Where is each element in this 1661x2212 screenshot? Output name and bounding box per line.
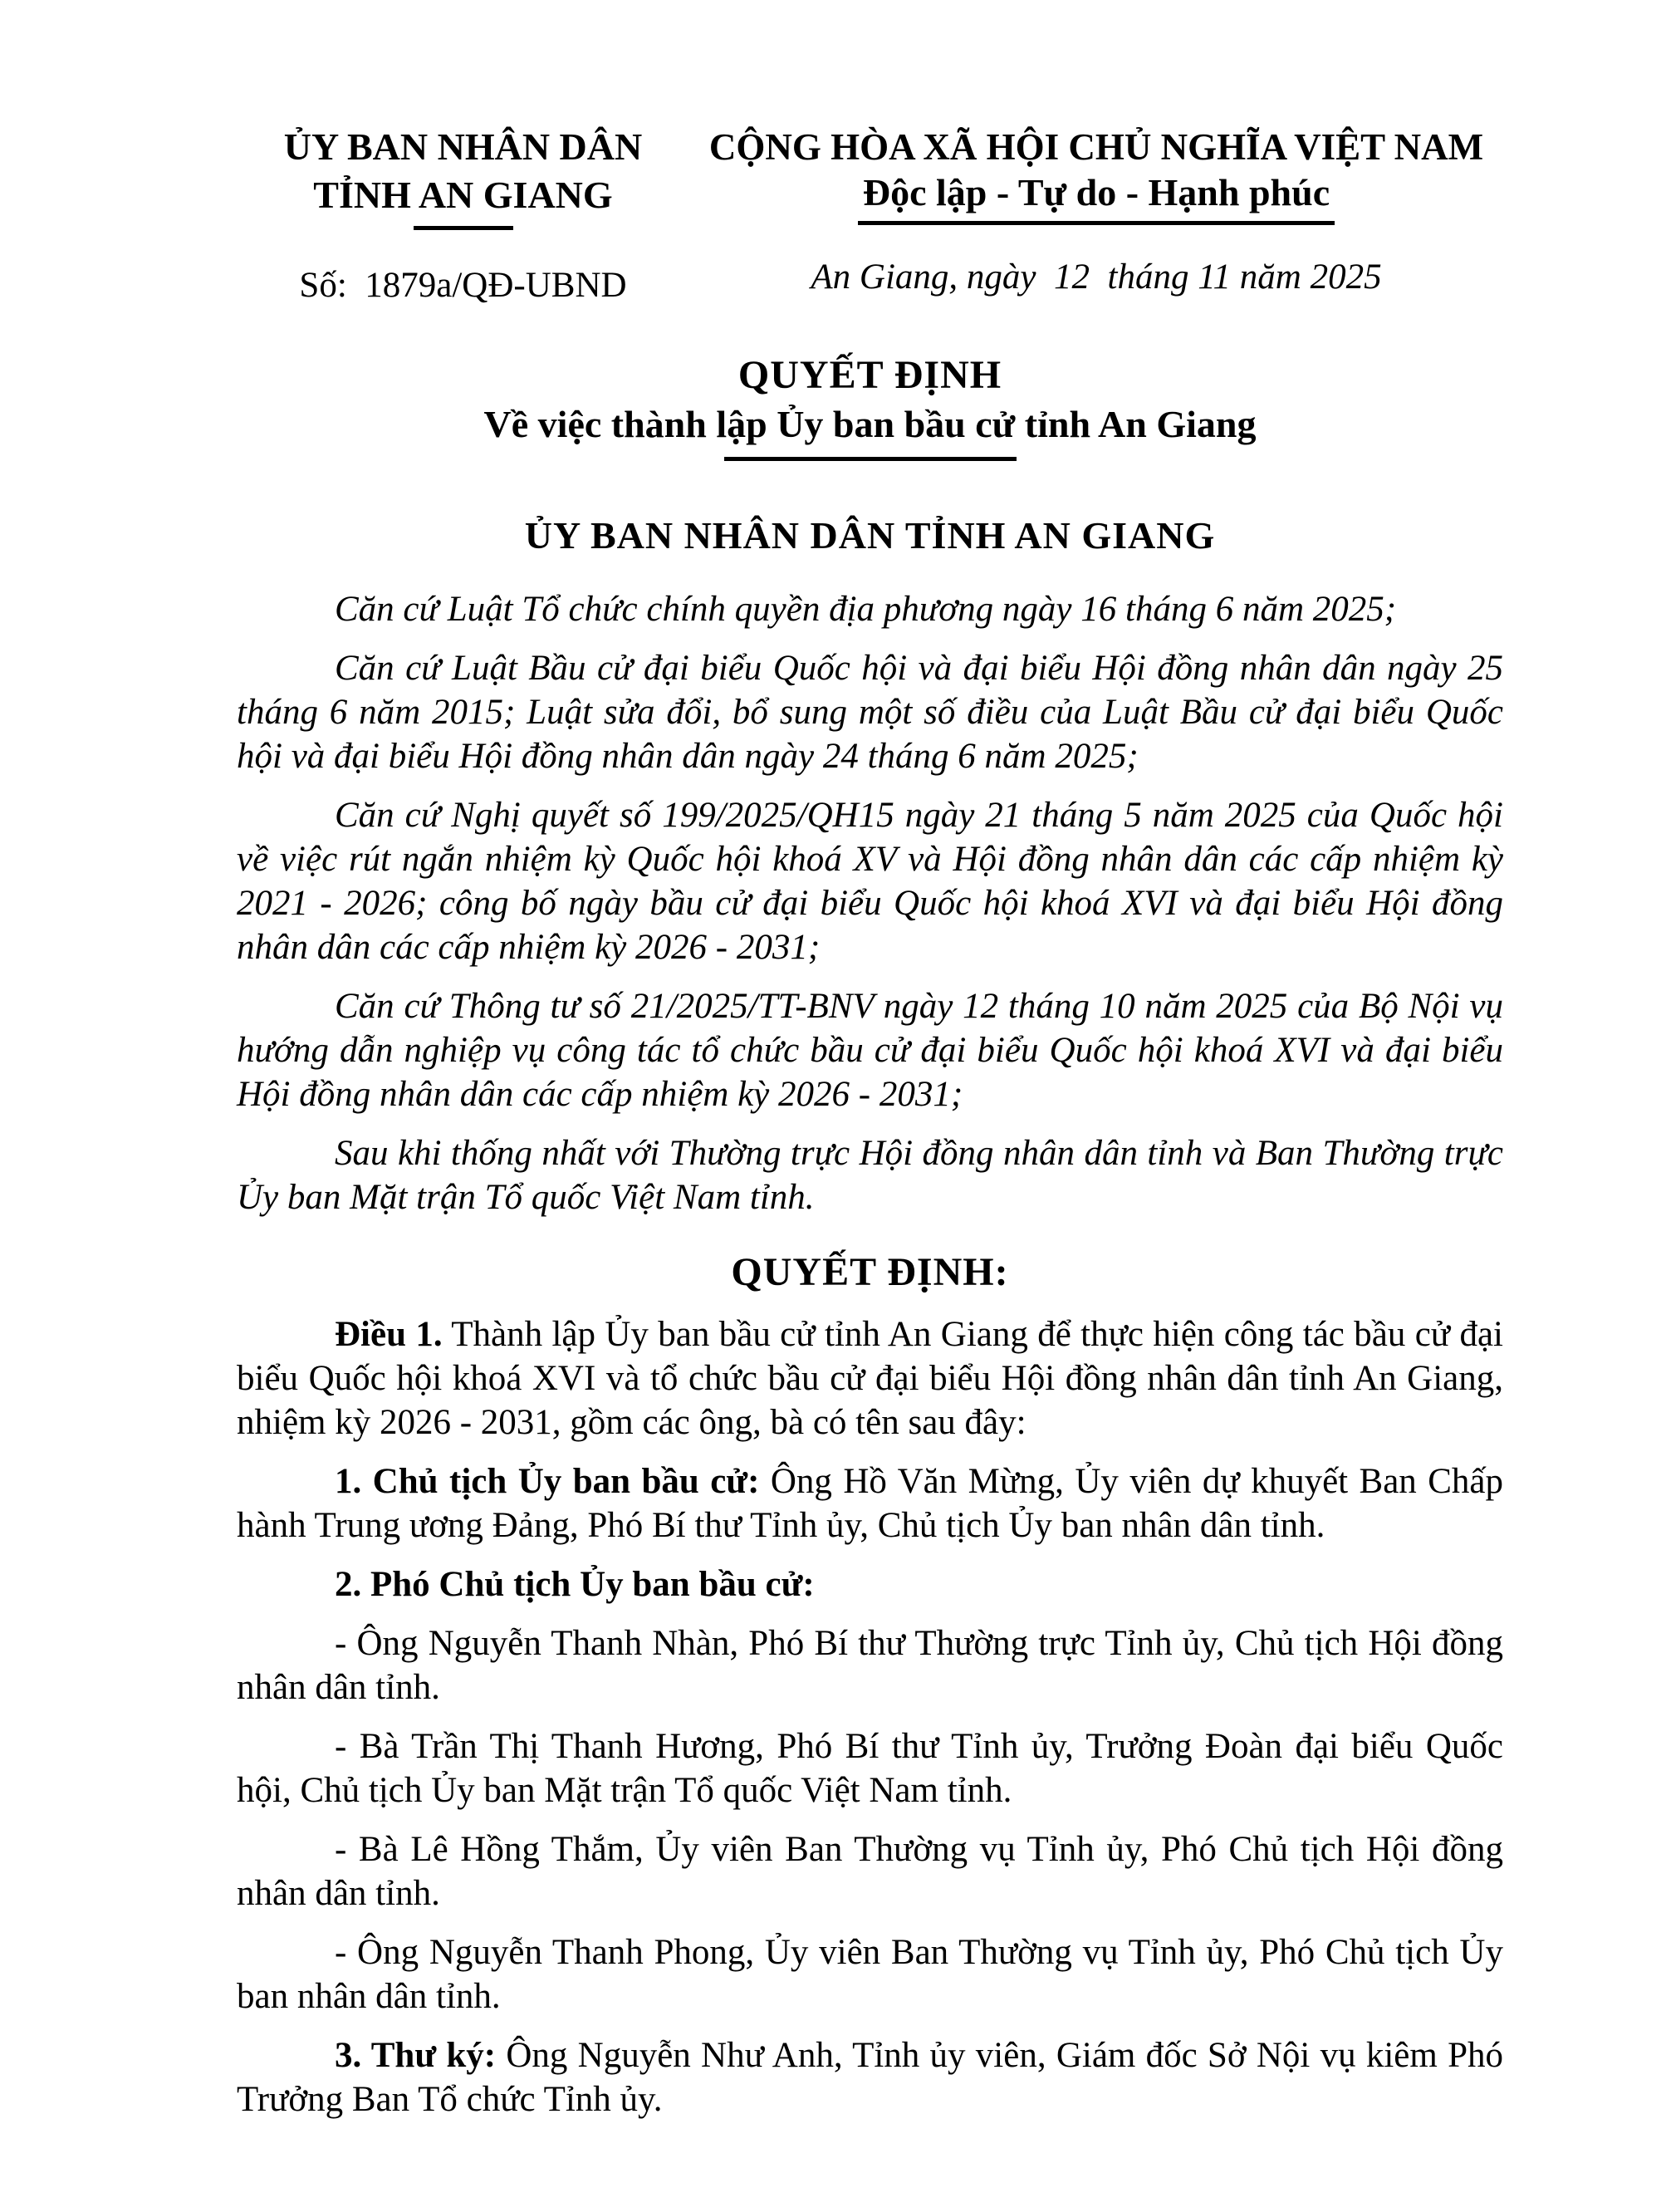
motto-wrap bbox=[689, 171, 1503, 225]
article-lead: 2. Phó Chủ tịch Ủy ban bầu cử: bbox=[335, 1565, 815, 1604]
article-text: Ông Hồ Văn Mừng, Ủy viên dự khuyết Ban Chấp hành Trung ương Đảng, Phó Bí thư Tỉnh ủy, Chủ tịch Ủy ban nhân dân tỉnh. bbox=[237, 1462, 1503, 1545]
preamble-paragraph: Sau khi thống nhất với Thường trực Hội đồng nhân dân tỉnh và Ban Thường trực Ủy ban Mặt trận Tổ quốc Việt Nam tỉnh. bbox=[237, 1134, 1503, 1217]
article-paragraph bbox=[237, 1724, 1503, 1812]
preamble-paragraph: Căn cứ Luật Tổ chức chính quyền địa phương ngày 16 tháng 6 năm 2025; bbox=[335, 590, 1397, 629]
article-paragraph bbox=[237, 1827, 1503, 1915]
article-text: Ông Nguyễn Như Anh, Tỉnh ủy viên, Giám đốc Sở Nội vụ kiêm Phó Trưởng Ban Tổ chức Tỉnh ủy. bbox=[237, 2036, 1503, 2119]
national-motto: Độc lập - Tự do - Hạnh phúc bbox=[858, 171, 1335, 225]
place-and-date: An Giang, ngày 12 tháng 11 năm 2025 bbox=[811, 257, 1382, 297]
national-header-block bbox=[689, 123, 1503, 299]
preamble-paragraph: Căn cứ Nghị quyết số 199/2025/QH15 ngày 21 tháng 5 năm 2025 của Quốc hội về việc rút ngắn nhiệm kỳ Quốc hội khoá XV và Hội đồng nhân dân các cấp nhiệm kỳ 2021 - 2026; công bố ngày bầu cử đại biểu Quốc hội khoá XVI và đại biểu Hội đồng nhân dân các cấp nhiệm kỳ 2026 - 2031; bbox=[237, 796, 1503, 967]
article-paragraph bbox=[237, 1312, 1503, 1444]
national-title: CỘNG HÒA XÃ HỘI CHỦ NGHĨA VIỆT NAM bbox=[708, 126, 1484, 168]
issuer-divider-rule bbox=[414, 226, 513, 230]
issuer-org-name: TỈNH AN GIANG bbox=[313, 174, 613, 216]
article-text: - Ông Nguyễn Thanh Phong, Ủy viên Ban Thường vụ Tỉnh ủy, Phó Chủ tịch Ủy ban nhân dân tỉnh. bbox=[237, 1933, 1503, 2016]
deciding-authority-heading: ỦY BAN NHÂN DÂN TỈNH AN GIANG bbox=[524, 514, 1216, 557]
article-paragraph bbox=[237, 2033, 1503, 2121]
article-paragraph bbox=[237, 1930, 1503, 2018]
article-paragraph bbox=[237, 1621, 1503, 1709]
article-text: - Bà Lê Hồng Thắm, Ủy viên Ban Thường vụ Tỉnh ủy, Phó Chủ tịch Hội đồng nhân dân tỉnh. bbox=[237, 1830, 1503, 1913]
preamble-paragraph: Căn cứ Luật Bầu cử đại biểu Quốc hội và đại biểu Hội đồng nhân dân ngày 25 tháng 6 năm 2015; Luật sửa đổi, bổ sung một số điều của Luật Bầu cử đại biểu Quốc hội và đại biểu Hội đồng nhân dân ngày 24 tháng 6 năm 2025; bbox=[237, 649, 1503, 776]
preamble-paragraph: Căn cứ Thông tư số 21/2025/TT-BNV ngày 12 tháng 10 năm 2025 của Bộ Nội vụ hướng dẫn nghiệp vụ công tác tổ chức bầu cử đại biểu Quốc hội khoá XVI và đại biểu Hội đồng nhân dân các cấp nhiệm kỳ 2026 - 2031; bbox=[237, 987, 1503, 1114]
issuing-authority-block bbox=[237, 123, 689, 307]
article-text: - Bà Trần Thị Thanh Hương, Phó Bí thư Tỉnh ủy, Trưởng Đoàn đại biểu Quốc hội, Chủ tịch Ủy ban Mặt trận Tổ quốc Việt Nam tỉnh. bbox=[237, 1727, 1503, 1810]
article-lead: Điều 1. bbox=[335, 1315, 443, 1354]
article-text: - Ông Nguyễn Thanh Nhàn, Phó Bí thư Thường trực Tỉnh ủy, Chủ tịch Hội đồng nhân dân tỉnh. bbox=[237, 1624, 1503, 1707]
issuer-parent-org: ỦY BAN NHÂN DÂN bbox=[283, 125, 643, 168]
document-type-title: QUYẾT ĐỊNH bbox=[737, 353, 1002, 397]
article-paragraph bbox=[237, 1459, 1503, 1547]
document-number: Số: 1879a/QĐ-UBND bbox=[299, 266, 627, 305]
document-title-block bbox=[237, 351, 1503, 461]
decision-heading: QUYẾT ĐỊNH: bbox=[731, 1250, 1009, 1294]
document-subject-title: Về việc thành lập Ủy ban bầu cử tỉnh An Giang bbox=[483, 403, 1257, 445]
article-lead: 3. Thư ký: bbox=[335, 2036, 497, 2075]
document-header bbox=[237, 123, 1503, 307]
title-divider-rule bbox=[724, 457, 1017, 461]
article-lead: 1. Chủ tịch Ủy ban bầu cử: bbox=[335, 1462, 760, 1501]
article-paragraph bbox=[237, 1562, 1503, 1606]
article-text: Thành lập Ủy ban bầu cử tỉnh An Giang để thực hiện công tác bầu cử đại biểu Quốc hội khoá XVI và tổ chức bầu cử đại biểu Hội đồng nhân dân tỉnh An Giang, nhiệm kỳ 2026 - 2031, gồm các ông, bà có tên sau đây: bbox=[237, 1315, 1503, 1442]
